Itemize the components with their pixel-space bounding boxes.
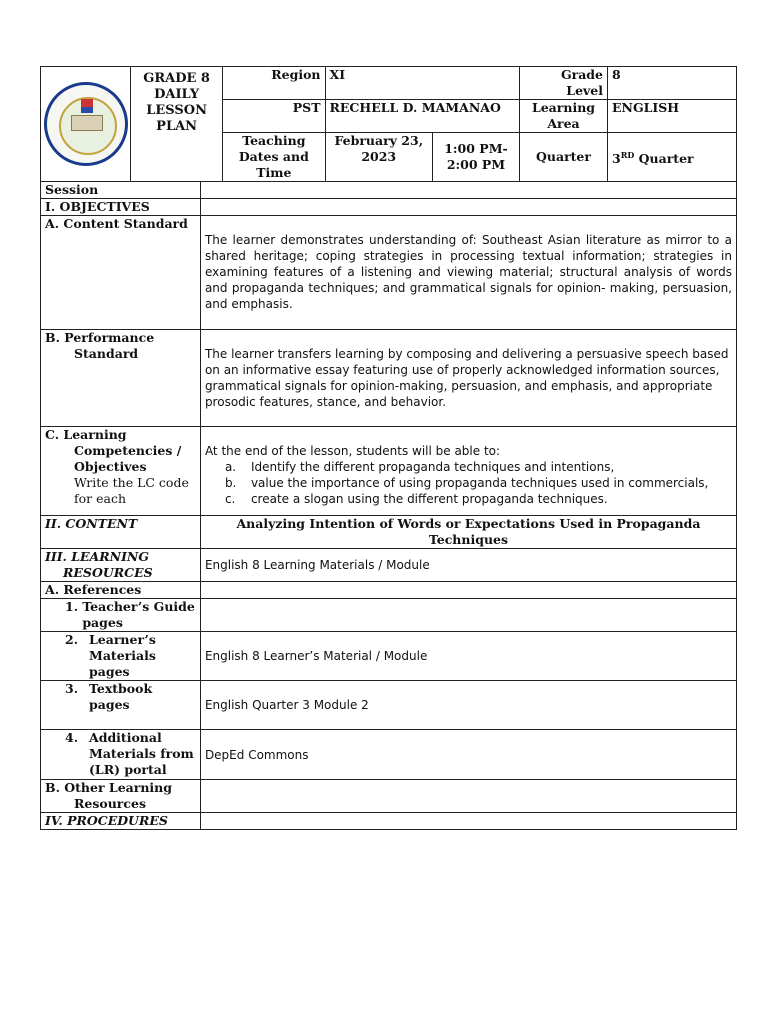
ref-item-additional-materials: 4. Additional Materials from (LR) portal <box>41 730 201 780</box>
learning-area-label: Learning Area <box>519 100 607 133</box>
teaching-dates-label: Teaching Dates and Time <box>223 133 325 182</box>
content-standard-text: The learner demonstrates understanding of: Southeast Asian literature as mirror to a shared heritage; coping strategies in processing textual information; strategies in examining features of a listening and viewing material; structural analysis of words and propaganda techniques; and grammatical signals for opinion- making, persuasion, and emphasis. <box>200 216 736 330</box>
competencies-list <box>205 459 732 507</box>
performance-standard-label: B. Performance Standard <box>41 330 201 427</box>
learning-resources-text: English 8 Learning Materials / Module <box>200 549 736 582</box>
procedures-value <box>200 813 736 830</box>
session-value <box>200 182 736 199</box>
pst-label: PST <box>223 100 325 133</box>
time-value: 1:00 PM-2:00 PM <box>432 133 519 182</box>
learning-area-value: ENGLISH <box>608 100 737 133</box>
grade-level-value: 8 <box>608 67 737 100</box>
ref-item-learners-materials: 2. Learner’s Materials pages <box>41 632 201 681</box>
learning-competencies-text: At the end of the lesson, students will be able to: a. Identify the different propaganda techniques and intentions, b. value the importance of using propaganda techniques used in commercials, c. create a slogan using the different propaganda techniques. <box>200 427 736 516</box>
lesson-plan-body <box>40 181 737 830</box>
date-value: February 23, 2023 <box>325 133 432 182</box>
list-item: b. value the importance of using propaganda techniques used in commercials, <box>224 476 709 490</box>
list-item: a. Identify the different propaganda techniques and intentions, <box>224 460 615 474</box>
learning-competencies-label: C. Learning Competencies / Objectives Write the LC code for each <box>41 427 201 516</box>
learning-resources-label: III. LEARNING RESOURCES <box>41 549 201 582</box>
content-text: Analyzing Intention of Words or Expectations Used in Propaganda Techniques <box>200 516 736 549</box>
performance-standard-text: The learner transfers learning by composing and delivering a persuasive speech based on an informative essay featuring use of properly acknowledged information sources, grammatical signals for opinion-making, persuasion, and emphasis, and appropriate prosodic features, stance, and behavior. <box>200 330 736 427</box>
quarter-label: Quarter <box>519 133 607 182</box>
school-seal <box>41 67 131 182</box>
content-standard-label: A. Content Standard <box>41 216 201 330</box>
other-resources-label: B. Other Learning Resources <box>41 780 201 813</box>
content-label: II. CONTENT <box>41 516 201 549</box>
ref-value-textbook: English Quarter 3 Module 2 <box>200 681 736 730</box>
grade-level-label: Grade Level <box>519 67 607 100</box>
session-label: Session <box>41 182 201 199</box>
procedures-label: IV. PROCEDURES <box>41 813 201 830</box>
plan-title: GRADE 8 DAILY LESSON PLAN <box>131 67 223 182</box>
list-item: c. create a slogan using the different propaganda techniques. <box>224 492 608 506</box>
pst-value: RECHELL D. MAMANAO <box>325 100 519 133</box>
objectives-value <box>200 199 736 216</box>
ref-value-teachers-guide <box>200 599 736 632</box>
quarter-value: 3RD Quarter <box>608 133 737 182</box>
ref-value-additional-materials: DepEd Commons <box>200 730 736 780</box>
region-value: XI <box>325 67 519 100</box>
lesson-plan-header <box>40 66 737 182</box>
ref-item-teachers-guide: 1. Teacher’s Guide pages <box>41 599 201 632</box>
references-label: A. References <box>41 582 201 599</box>
references-value <box>200 582 736 599</box>
region-label: Region <box>223 67 325 100</box>
school-seal-icon <box>44 82 128 166</box>
other-resources-value <box>200 780 736 813</box>
objectives-label: I. OBJECTIVES <box>41 199 201 216</box>
ref-value-learners-materials: English 8 Learner’s Material / Module <box>200 632 736 681</box>
ref-item-textbook: 3. Textbook pages <box>41 681 201 730</box>
